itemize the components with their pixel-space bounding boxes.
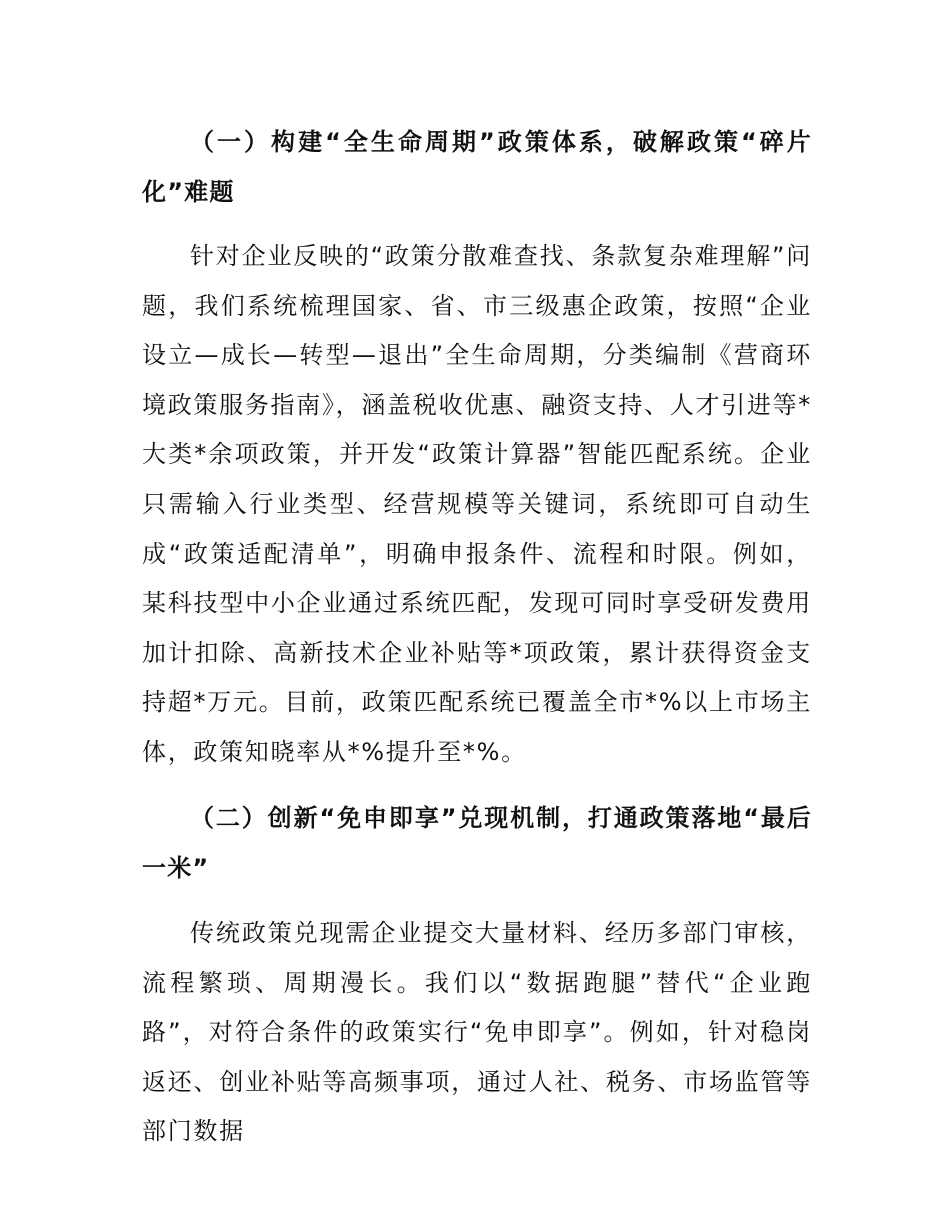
section-1-paragraph: 针对企业反映的“政策分散难查找、条款复杂难理解”问题，我们系统梳理国家、省、市三级惠企政策，按照“企业设立—成长—转型—退出”全生命周期，分类编制《营商环境政策服务指南》，涵盖税收优惠、融资支持、人才引进等*大类*余项政策，并开发“政策计算器”智能匹配系统。企业只需输入行业类型、经营规模等关键词，系统即可自动生成“政策适配清单”，明确申报条件、流程和时限。例如，某科技型中小企业通过系统匹配，发现可同时享受研发费用加计扣除、高新技术企业补贴等*项政策，累计获得资金支持超*万元。目前，政策匹配系统已覆盖全市*%以上市场主体，政策知晓率从*%提升至*%。 [142, 242, 812, 766]
section-1-heading: （一）构建“全生命周期”政策体系，破解政策“碎片化”难题 [142, 128, 812, 206]
section-2-heading: （二）创新“免申即享”兑现机制，打通政策落地“最后一米” [142, 804, 812, 882]
section-2-paragraph: 传统政策兑现需企业提交大量材料、经历多部门审核，流程繁琐、周期漫长。我们以“数据跑腿”替代“企业跑路”，对符合条件的政策实行“免申即享”。例如，针对稳岗返还、创业补贴等高频事项，通过人社、税务、市场监管等部门数据 [142, 919, 812, 1146]
